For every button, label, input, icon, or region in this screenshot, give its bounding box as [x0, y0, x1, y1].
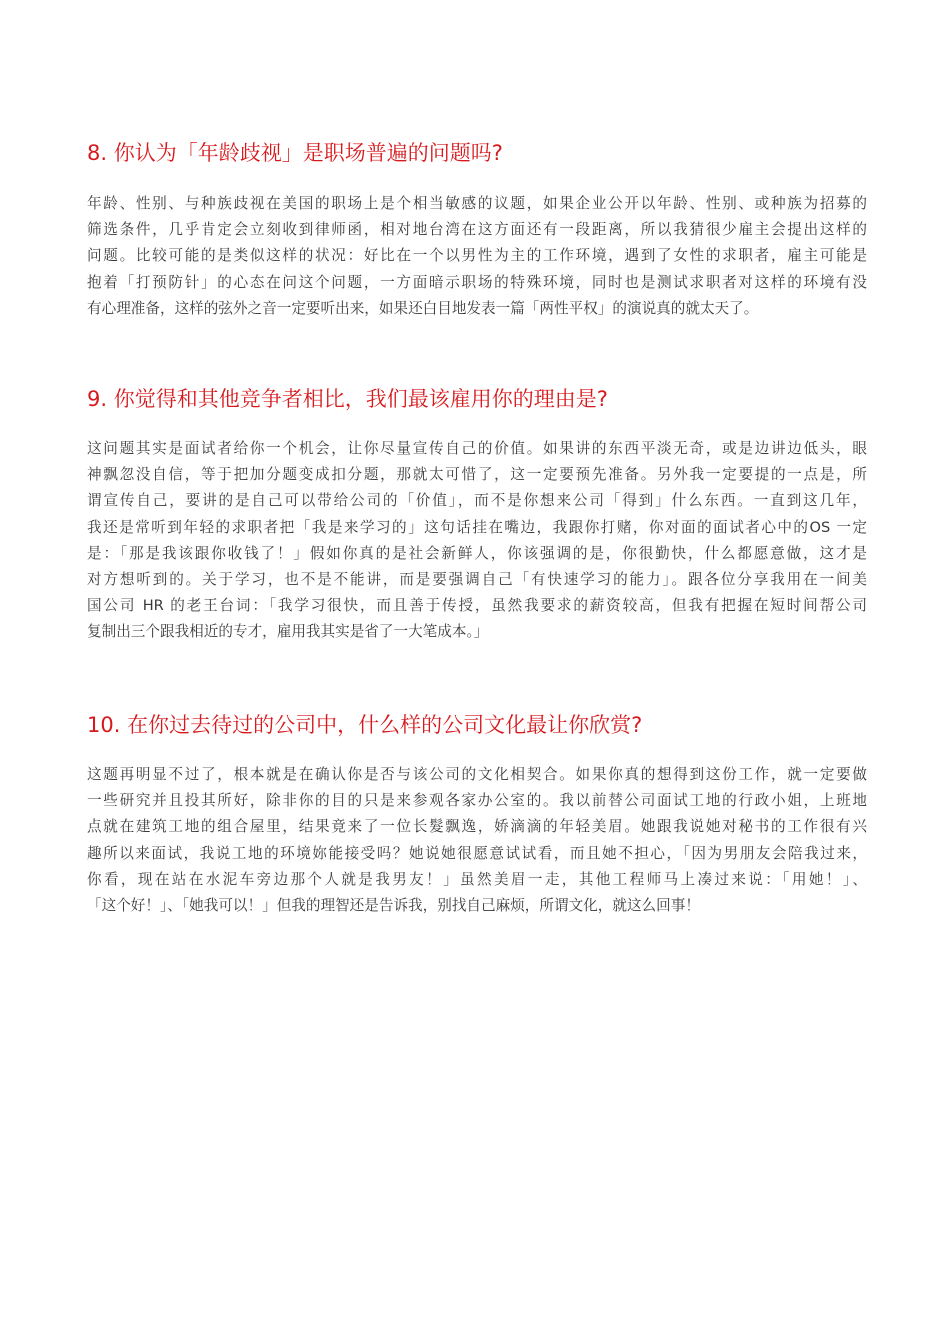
answer-line: 你看，现在站在水泥车旁边那个人就是我男友！」虽然美眉一走，其他工程师马上凑过来说：「用她！」、 — [87, 870, 867, 888]
question-title: 9. 你觉得和其他竞争者相比，我们最该雇用你的理由是? — [87, 387, 608, 411]
question-section-8 — [87, 139, 867, 322]
answer-line: 趣所以来面试，我说工地的环境妳能接受吗？她说她很愿意试试看，而且她不担心，「因为男朋友会陪我过来， — [87, 844, 867, 862]
question-title: 10. 在你过去待过的公司中，什么样的公司文化最让你欣赏? — [87, 713, 643, 737]
answer-line: 有心理准备，这样的弦外之音一定要听出来，如果还白目地发表一篇「两性平权」的演说真的就太天了。 — [87, 299, 759, 317]
question-section-9 — [87, 385, 867, 646]
answer-paragraph — [87, 436, 867, 646]
answer-line: 点就在建筑工地的组合屋里，结果竟来了一位长髮飘逸，娇滴滴的年轻美眉。她跟我说她对秘书的工作很有兴 — [87, 818, 867, 836]
answer-line: 神飘忽没自信，等于把加分题变成扣分题，那就太可惜了，这一定要预先准备。另外我一定要提的一点是，所 — [87, 466, 867, 484]
answer-paragraph — [87, 191, 867, 322]
answer-line: 这问题其实是面试者给你一个机会，让你尽量宣传自己的价值。如果讲的东西平淡无奇，或是边讲边低头，眼 — [87, 440, 867, 457]
answer-line: 一些研究并且投其所好，除非你的目的只是来参观各家办公室的。我以前替公司面试工地的行政小姐，上班地 — [87, 792, 867, 810]
answer-line: 国公司 HR 的老王台词：「我学习很快，而且善于传授，虽然我要求的薪资较高，但我有把握在短时间帮公司 — [87, 597, 867, 615]
question-title: 8. 你认为「年龄歧视」是职场普遍的问题吗? — [87, 141, 503, 165]
question-section-10 — [87, 711, 867, 919]
answer-line: 筛选条件，几乎肯定会立刻收到律师函，相对地台湾在这方面还有一段距离，所以我猜很少雇主会提出这样的 — [87, 221, 867, 239]
answer-line: 是：「那是我该跟你收钱了！」假如你真的是社会新鲜人，你该强调的是，你很勤快，什么都愿意做，这才是 — [87, 544, 867, 562]
answer-line: 「这个好！」、「她我可以！」但我的理智还是告诉我，别找自己麻烦，所谓文化，就这么回事！ — [87, 897, 700, 915]
answer-line: 谓宣传自己，要讲的是自己可以带给公司的「价值」，而不是你想来公司「得到」什么东西。一直到这几年， — [87, 492, 867, 510]
answer-line: 我还是常听到年轻的求职者把「我是来学习的」这句话挂在嘴边，我跟你打赌，你对面的面试者心中的OS 一定 — [87, 518, 867, 536]
answer-line: 复制出三个跟我相近的专才，雇用我其实是省了一大笔成本。」 — [87, 623, 489, 641]
answer-line: 对方想听到的。关于学习，也不是不能讲，而是要强调自己「有快速学习的能力」。跟各位分享我用在一间美 — [87, 571, 867, 589]
answer-paragraph — [87, 762, 867, 919]
answer-line: 这题再明显不过了，根本就是在确认你是否与该公司的文化相契合。如果你真的想得到这份工作，就一定要做 — [87, 766, 867, 783]
answer-line: 抱着「打预防针」的心态在问这个问题，一方面暗示职场的特殊环境，同时也是测试求职者对这样的环境有没 — [87, 273, 867, 291]
answer-line: 问题。比较可能的是类似这样的状况：好比在一个以男性为主的工作环境，遇到了女性的求职者，雇主可能是 — [87, 247, 867, 265]
answer-line: 年龄、性别、与种族歧视在美国的职场上是个相当敏感的议题，如果企业公开以年龄、性别、或种族为招募的 — [87, 195, 867, 212]
